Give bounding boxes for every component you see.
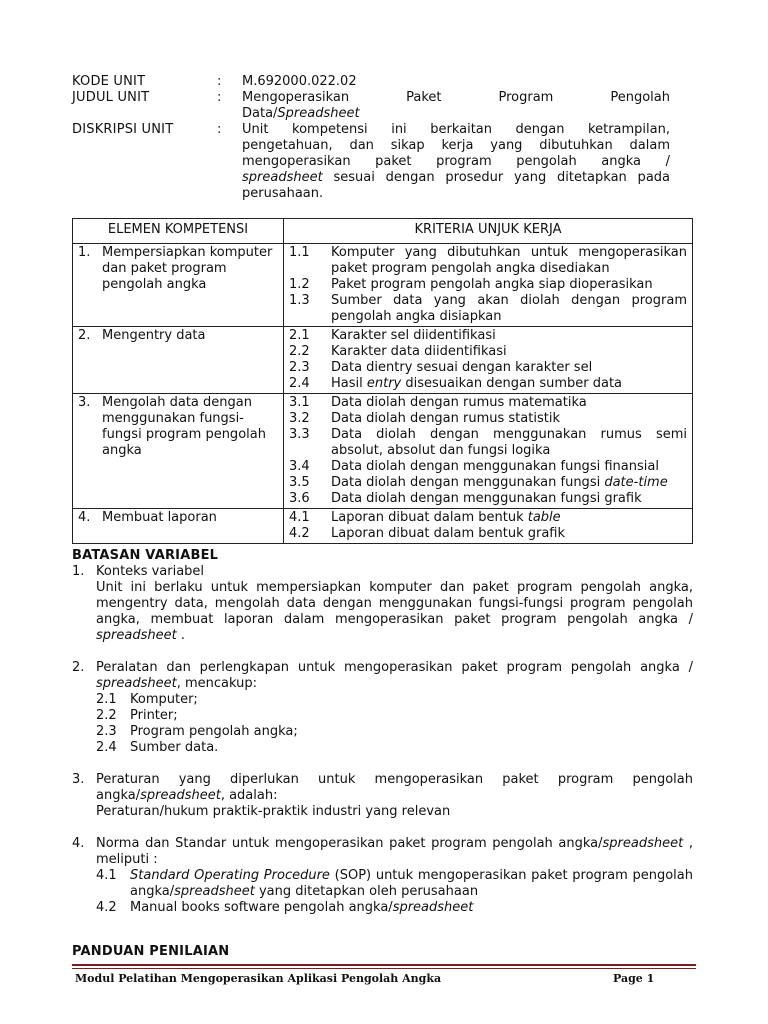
kriteria-text: Data dientry sesuai dengan karakter sel <box>331 360 593 375</box>
list-item <box>72 564 693 644</box>
sub-item <box>96 692 693 708</box>
sub-item-part: Manual books software pengolah angka/ <box>130 900 393 915</box>
item-text: , adalah: <box>220 788 278 803</box>
sub-item-italic: spreadsheet <box>392 900 474 915</box>
judul-unit-row <box>72 90 672 122</box>
item-body <box>96 836 693 868</box>
elemen-cell <box>73 244 284 327</box>
kriteria-number: 4.1 <box>289 510 310 525</box>
deskripsi-line1: Unit kompetensi ini berkaitan dengan ketrampilan, <box>242 122 670 137</box>
sub-item-number: 2.3 <box>96 724 117 739</box>
item-text: . <box>176 628 185 643</box>
kriteria-number: 2.1 <box>289 328 310 343</box>
kriteria-text: Paket program pengolah angka siap dioperasikan <box>331 277 653 292</box>
elemen-text: Mengentry data <box>102 328 206 343</box>
table-row <box>73 394 693 509</box>
kriteria-cell <box>284 327 693 394</box>
item-text-italic: spreadsheet <box>96 676 177 691</box>
kriteria-cell <box>284 244 693 327</box>
colon: : <box>217 74 222 89</box>
kriteria-text: Data diolah dengan menggunakan fungsi grafik <box>331 491 642 506</box>
sub-item-text: Sumber data. <box>130 740 219 755</box>
item-text: , mencakup: <box>176 676 257 691</box>
kriteria-number: 3.2 <box>289 411 310 426</box>
sub-item-number: 4.1 <box>96 868 117 883</box>
table-row <box>73 327 693 394</box>
sub-item-number: 4.2 <box>96 900 117 915</box>
elemen-text: Membuat laporan <box>102 510 217 525</box>
elemen-number: 3. <box>78 395 91 410</box>
item-text: Peralatan dan perlengkapan untuk mengoperasikan paket program pengolah angka / <box>96 660 693 675</box>
footer-rule <box>72 968 696 969</box>
kode-unit-label: KODE UNIT <box>72 74 146 89</box>
sub-item-text: Printer; <box>130 708 178 723</box>
kriteria-number: 1.1 <box>289 245 310 260</box>
item-body <box>96 772 693 804</box>
kriteria-text: Komputer yang dibutuhkan untuk mengoperasikan paket program pengolah angka disediakan <box>331 245 687 276</box>
kriteria-text <box>331 475 687 491</box>
sub-item-text <box>130 900 693 916</box>
sub-item-number: 2.2 <box>96 708 117 723</box>
kode-unit-value: M.692000.022.02 <box>242 74 357 89</box>
kriteria-number: 2.3 <box>289 360 310 375</box>
kriteria-text: Data diolah dengan menggunakan fungsi finansial <box>331 459 659 474</box>
page-number: Page 1 <box>613 972 655 985</box>
deskripsi-line5: perusahaan. <box>242 186 324 201</box>
deskripsi-line4 <box>242 170 670 186</box>
deskripsi-line4-italic: spreadsheet <box>242 170 323 185</box>
kriteria-cell <box>284 394 693 509</box>
sub-item-number: 2.1 <box>96 692 117 707</box>
deskripsi-line3: mengoperasikan paket program pengolah angka / <box>242 154 670 169</box>
kriteria-number: 4.2 <box>289 526 310 541</box>
item-text: , meliputi : <box>96 836 693 867</box>
kriteria-text: Karakter data diidentifikasi <box>331 344 507 359</box>
sub-item-text <box>130 868 693 900</box>
batasan-variabel-body <box>72 564 693 916</box>
sub-item <box>96 724 693 740</box>
sub-item <box>96 708 693 724</box>
kriteria-number: 2.4 <box>289 376 310 391</box>
colon: : <box>217 90 222 105</box>
elemen-cell <box>73 509 284 544</box>
item-body-line2: Peraturan/hukum praktik-praktik industri yang relevan <box>96 804 451 819</box>
judul-line2-text: Data/ <box>242 106 278 121</box>
elemen-number: 2. <box>78 328 91 343</box>
item-number: 1. <box>72 564 85 579</box>
deskripsi-line2: pengetahuan, dan sikap kerja yang dibutuhkan dalam <box>242 138 670 153</box>
kriteria-text <box>331 376 687 392</box>
item-text: Unit ini berlaku untuk mempersiapkan komputer dan paket program pengolah angka, mengentry data, mengolah data dengan menggunakan fungsi-fungsi program pengolah angka, membuat laporan dalam mengoperasikan paket program pengolah angka / <box>96 580 693 627</box>
kriteria-text-part: disesuaikan dengan sumber data <box>401 376 623 391</box>
kriteria-number: 3.3 <box>289 427 310 442</box>
item-number: 2. <box>72 660 85 675</box>
deskripsi-line4-text: sesuai dengan prosedur yang ditetapkan pada <box>322 170 670 185</box>
kriteria-number: 3.4 <box>289 459 310 474</box>
item-title: Konteks variabel <box>96 564 205 579</box>
kriteria-number: 3.6 <box>289 491 310 506</box>
kriteria-text <box>331 510 687 526</box>
deskripsi-unit-label: DISKRIPSI UNIT <box>72 122 174 137</box>
col-header-kriteria: KRITERIA UNJUK KERJA <box>284 219 693 244</box>
kriteria-text: Data diolah dengan menggunakan rumus semi absolut, absolut dan fungsi logika <box>331 427 687 458</box>
batasan-variabel-title: BATASAN VARIABEL <box>72 548 219 563</box>
col-header-elemen: ELEMEN KOMPETENSI <box>73 219 284 244</box>
kriteria-text: Karakter sel diidentifikasi <box>331 328 496 343</box>
kriteria-text: Sumber data yang akan diolah dengan program pengolah angka disiapkan <box>331 293 687 324</box>
sub-item-text: Komputer; <box>130 692 198 707</box>
elemen-cell <box>73 327 284 394</box>
kompetensi-table <box>72 218 693 544</box>
kriteria-number: 3.1 <box>289 395 310 410</box>
list-item <box>72 660 693 756</box>
kriteria-text: Laporan dibuat dalam bentuk grafik <box>331 526 566 541</box>
kriteria-text-part: Hasil <box>331 376 367 391</box>
elemen-text: Mempersiapkan komputer dan paket program pengolah angka <box>102 245 273 292</box>
kriteria-text-italic: entry <box>366 376 402 391</box>
footer-rule <box>72 964 696 966</box>
kriteria-text: Data diolah dengan rumus matematika <box>331 395 587 410</box>
item-body <box>96 580 693 644</box>
item-body <box>96 660 693 692</box>
kriteria-number: 1.3 <box>289 293 310 308</box>
item-text-italic: spreadsheet <box>140 788 221 803</box>
sub-item-number: 2.4 <box>96 740 117 755</box>
kriteria-cell <box>284 509 693 544</box>
kode-unit-row <box>72 74 672 90</box>
judul-unit-label: JUDUL UNIT <box>72 90 150 105</box>
item-number: 3. <box>72 772 85 787</box>
sub-item-italic: spreadsheet <box>174 884 255 899</box>
elemen-number: 4. <box>78 510 91 525</box>
kriteria-text: Data diolah dengan rumus statistik <box>331 411 560 426</box>
judul-line2-italic: Spreadsheet <box>277 106 360 121</box>
kriteria-text-italic: date-time <box>604 475 668 490</box>
table-header-row <box>73 219 693 244</box>
sub-item-text: Program pengolah angka; <box>130 724 298 739</box>
sub-item-part: yang ditetapkan oleh perusahaan <box>254 884 479 899</box>
kriteria-text-part: Laporan dibuat dalam bentuk <box>331 510 528 525</box>
item-text-italic: spreadsheet <box>602 836 684 851</box>
kriteria-number: 1.2 <box>289 277 310 292</box>
item-text-italic: spreadsheet <box>96 628 177 643</box>
sub-item <box>96 740 693 756</box>
sub-item <box>96 868 693 900</box>
item-number: 4. <box>72 836 85 851</box>
sub-item-italic: Standard Operating Procedure <box>130 868 330 883</box>
judul-unit-line2 <box>242 106 670 122</box>
judul-unit-line1: Mengoperasikan Paket Program Pengolah <box>242 90 670 105</box>
table-row <box>73 509 693 544</box>
sub-item <box>96 900 693 916</box>
list-item <box>72 772 693 820</box>
kriteria-text-italic: table <box>527 510 561 525</box>
item-text: Norma dan Standar untuk mengoperasikan paket program pengolah angka/ <box>96 836 603 851</box>
colon: : <box>217 122 222 137</box>
kriteria-text-part: Data diolah dengan menggunakan fungsi <box>331 475 605 490</box>
kriteria-number: 3.5 <box>289 475 310 490</box>
footer-title: Modul Pelatihan Mengoperasikan Aplikasi Pengolah Angka <box>75 972 442 985</box>
kriteria-number: 2.2 <box>289 344 310 359</box>
table-row <box>73 244 693 327</box>
list-item <box>72 836 693 916</box>
item-text: Peraturan yang diperlukan untuk mengoperasikan paket program pengolah angka/ <box>96 772 693 803</box>
deskripsi-unit-row <box>72 122 672 202</box>
panduan-penilaian-title: PANDUAN PENILAIAN <box>72 944 230 959</box>
sub-item-part: (SOP) untuk mengoperasikan paket program pengolah angka/ <box>130 868 693 899</box>
elemen-number: 1. <box>78 245 91 260</box>
elemen-cell <box>73 394 284 509</box>
elemen-text: Mengolah data dengan menggunakan fungsi-fungsi program pengolah angka <box>102 395 266 458</box>
